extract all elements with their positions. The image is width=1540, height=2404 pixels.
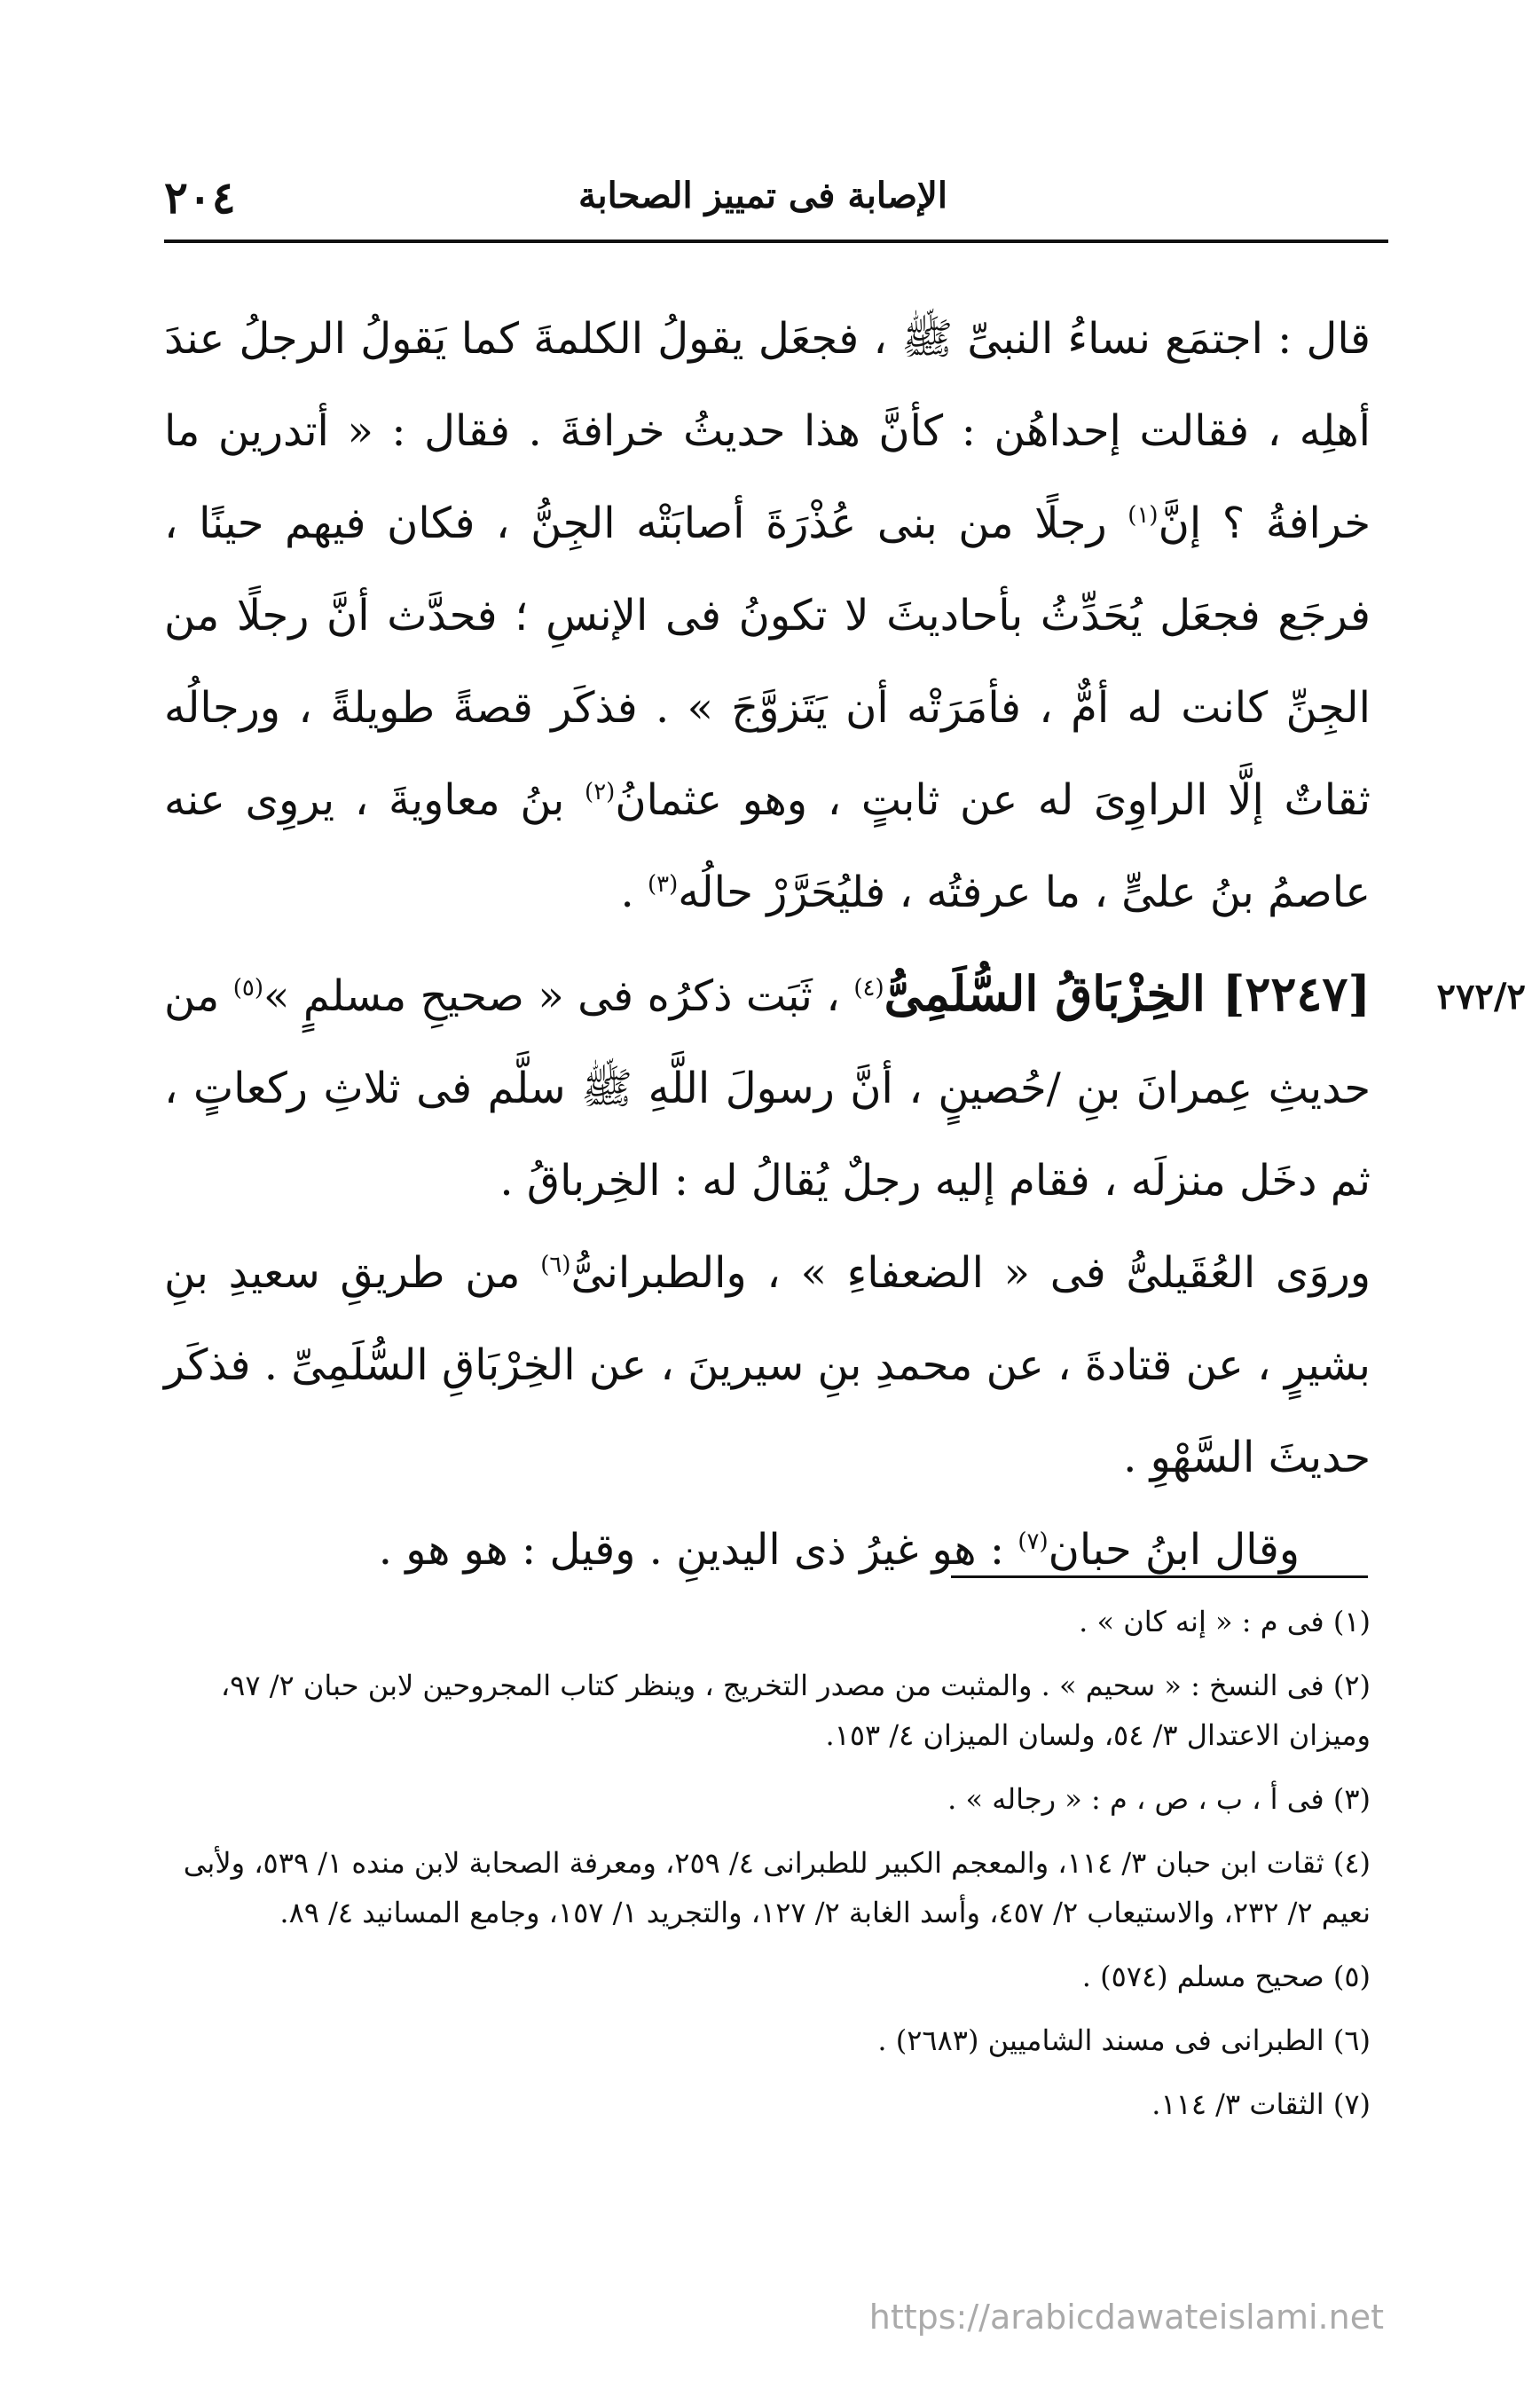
- text-run: وقال ابنُ حبان: [1048, 1525, 1300, 1575]
- paragraph: [164, 1227, 1371, 1504]
- footnotes: [164, 1597, 1371, 2129]
- website-watermark: https://arabicdawateislami.net: [868, 2298, 1384, 2337]
- running-title: الإصابة فى تمييز الصحابة: [578, 175, 947, 216]
- footnote-mark: (٢): [585, 779, 616, 805]
- text-run: من طريقِ سعيدِ بنِ بشيرٍ ، عن قتادةَ ، عن محمدِ بنِ سيرينَ ، عن الخِرْبَاقِ السُّلَمِىِّ . فذكَر حديثَ السَّهْوِ .: [164, 1248, 1371, 1482]
- text-run: من حديثِ عِمرانَ بنِ /حُصينٍ ، أنَّ رسولَ اللَّهِ ﷺ سلَّم فى ثلاثِ ركعاتٍ ، ثم دخَل منزلَه ، فقام إليه رجلٌ يُقالُ له : الخِرباقُ .: [164, 971, 1371, 1206]
- footnote-6: (٦) الطبرانى فى مسند الشاميين (٢٦٨٣) .: [877, 2023, 1371, 2057]
- footnote-5: (٥) صحيح مسلم (٥٧٤) .: [1081, 1960, 1371, 1993]
- footnote-mark: (٦): [540, 1252, 571, 1278]
- footnote-mark: (٧): [1018, 1528, 1049, 1555]
- footnote-rule: [951, 1575, 1368, 1578]
- biography-entry: [164, 947, 1371, 1227]
- text-run: وروَى العُقَيلىُّ فى « الضعفاءِ » ، والطبرانىُّ: [570, 1248, 1371, 1298]
- paragraph: [164, 1504, 1371, 1596]
- header-rule: [164, 240, 1388, 243]
- text-run: رجلًا من بنى عُذْرَةَ أصابَتْه الجِنُّ ، فكان فيهم حينًا ، فرجَع فجعَل يُحَدِّثُ بأحاديثَ لا تكونُ فى الإنسِ ؛ فحدَّث أنَّ رجلًا من الجِنِّ كانت له أمٌّ ، فأمَرَتْه أن يَتَزوَّجَ » . فذكَر قصةً طويلةً ، ورجالُه ثقاتٌ إلَّا الراوِىَ له عن ثابتٍ ، وهو عثمانُ: [164, 499, 1371, 825]
- page-header: [164, 155, 1388, 235]
- footnote-2: (٢) فى النسخ : « سحيم » . والمثبت من مصدر التخريج ، وينظر كتاب المجروحين لابن حبان ٢/ ٩٧، وميزان الاعتدال ٣/ ٥٤، ولسان الميزان ٤/ ١٥٣.: [220, 1669, 1371, 1752]
- paragraph: [164, 293, 1371, 939]
- footnote-mark: (١): [1128, 502, 1159, 529]
- footnote-3: (٣) فى أ ، ب ، ص ، م : « رجاله » .: [947, 1782, 1371, 1816]
- text-run: : هو غيرُ ذى اليدينِ . وقيل : هو هو .: [378, 1525, 1005, 1575]
- text-run: ، ثَبَت ذكرُه فى « صحيحِ مسلمٍ »: [263, 971, 840, 1021]
- text-run: بنُ معاويةَ ، يروِى عنه عاصمُ بنُ علىٍّ ، ما عرفتُه ، فليُحَرَّرْ حالُه: [164, 775, 1371, 917]
- footnote-mark: (٥): [232, 975, 263, 1002]
- footnote-mark: (٣): [648, 871, 679, 898]
- text-run: قال : اجتمَع نساءُ النبىِّ ﷺ ، فجعَل يقولُ الكلمةَ كما يَقولُ الرجلُ عندَ أهلِه ، فقالت إحداهُن : كأنَّ هذا حديثُ خرافةَ . فقال : « أتدرين ما خرافةُ ؟ إنَّ: [164, 314, 1371, 548]
- footnote-7: (٧) الثقات ٣/ ١١٤.: [1151, 2087, 1371, 2121]
- page-number: ٢٠٤: [164, 171, 236, 224]
- footnote-mark: (٤): [853, 975, 884, 1002]
- text-run: .: [620, 868, 634, 917]
- footnote-1: (١) فى م : « إنه كان » .: [1079, 1605, 1371, 1638]
- entry-heading: [٢٢٤٧] الخِزْبَاقُ السُّلَمِىُّ: [884, 965, 1371, 1022]
- main-text: [164, 293, 1371, 1596]
- footnote-4: (٤) ثقات ابن حبان ٣/ ١١٤، والمعجم الكبير للطبرانى ٤/ ٢٥٩، ومعرفة الصحابة لابن منده ١/ ٥٣٩، ولأبى نعيم ٢/ ٢٣٢، والاستيعاب ٢/ ٤٥٧، وأسد الغابة ٢/ ١٢٧، والتجريد ١/ ١٥٧، وجامع المسانيد ٤/ ٨٩.: [183, 1846, 1371, 1929]
- margin-page-reference: ٢٧٢/٢: [1436, 976, 1526, 1017]
